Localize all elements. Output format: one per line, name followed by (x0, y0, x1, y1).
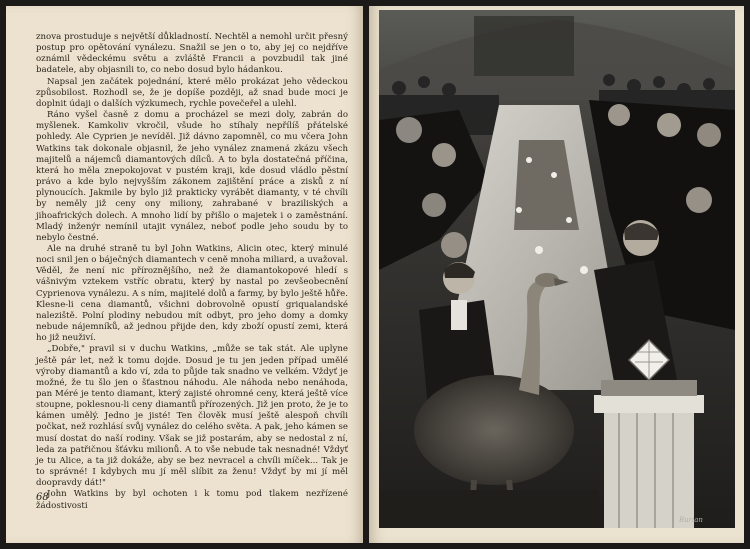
paragraph: znova prostuduje s největší důkladností. Nechtěl a nemohl určit přesný postup pro opětování vynálezu. Snažil se jen o to, aby jej co nejdříve oznámil vědeckému světu a zvláště Francii a povzbudil tak jiné badatele, aby objasnili to, co nebo dosud bylo hádankou. (36, 32, 348, 76)
left-page (6, 6, 363, 543)
paragraph: Napsal jen začátek pojednání, které mělo prokázat jeho vědeckou způsobilost. Rozhodl se, že je dopíše později, až snad bude moci je doplnit údaji o dalších výzkumech, rychle povečeřel a ulehl. (36, 76, 348, 109)
paragraph: „Dobře," pravil si v duchu Watkins, „může se tak stát. Ale uplyne ještě pár let, než k tomu dojde. Dosud je tu jen jeden případ umělé výroby diamantů a kdo ví, zda to půjde tak snadno ve velkém. Vždyť je možné, že tu šlo jen o šťastnou náhodu. Ale náhoda nebo nenáhoda, pan Méré je tento diamant, který zajisté ohromné ceny, která ještě více stoupne, poklesnou-li ceny diamantů přírozených. Již jen proto, že je to kámen umělý. Jedno je jisté! Ten člověk musí ještě alespoň chvíli počkat, než rozhlásí svůj vynález do celého světa. A pak, jeho kámen se musí dostat do naší rodiny. Však se již postarám, aby se nedostal z ní, leda za patřičnou šťávku milionů. A to vše nebude tak nesnadné! Vždyť je tu Alice, a ta již dokáže, aby se bez nevracel a chvíli míček... Tak je to správné! I kdybych mu jí měl slíbit za ženu! Vždyť by mi jí měl doopravdy dát!" (36, 344, 348, 489)
right-page (369, 6, 744, 543)
banquet-illustration (379, 10, 735, 528)
artist-signature: Burian (679, 516, 703, 524)
illustration-drawing (379, 10, 735, 528)
page-number: 68 (36, 492, 49, 503)
paragraph: John Watkins by byl ochoten i k tomu pod tlakem nezřízené žádostivosti (36, 489, 348, 511)
paragraph: Ale na druhé straně tu byl John Watkins, Alicin otec, který minulé noci snil jen o báječných diamantech v ceně mnoha miliard, a uvažoval. Věděl, že není nic příroznějšího, než že diamantokopové hledí s vášnivým vztekem vstříc obratu, který by nastal po zevšeobecnění Cyprienova vynálezu. A s ním, majitelé dolů a farmy, by bylo ještě hůře. Klesne-li cena diamantů, všichni dobrovolně opustí griqualandské naleziště. Polní plodiny nebudou mít odbyt, pro jeho domy a domky nebude nájemníků, až jednou přijde den, kdy zboží opustí zemi, která ho již neuživí. (36, 243, 348, 344)
body-text (36, 32, 348, 512)
book-spread (6, 6, 744, 543)
paragraph: Ráno vyšel časně z domu a procházel se mezi doly, zabrán do myšlenek. Kamkoliv vkročil, všude ho stíhaly nepřílíš přátelské pohledy. Ale Cyprien je nevíděl. Již dávno zapomněl, co mu včera John Watkins tak dokonale objasnil, že jeho vynález znamená zkázu všech majitelů a nájemců diamantových dílců. A to byla dostatečná příčina, která ho měla znepokojovat v pustém kraji, kde dosud vládlo pěstní právo a kde bylo nejvyšším zákonem zajištění práce a zisků z ní plynoucích. Jakmile by bylo již prakticky vyrábět diamanty, v té chvíli by neměly již ceny ony miliony, zahrabané v braziliských a jihoafrických dolech. A mnoho lidí by přišlo o majetek i o zaměstnání. Mladý inženýr nemínil utajit vynález, neboť podle jeho soudu by to nebylo čestné. (36, 110, 348, 243)
